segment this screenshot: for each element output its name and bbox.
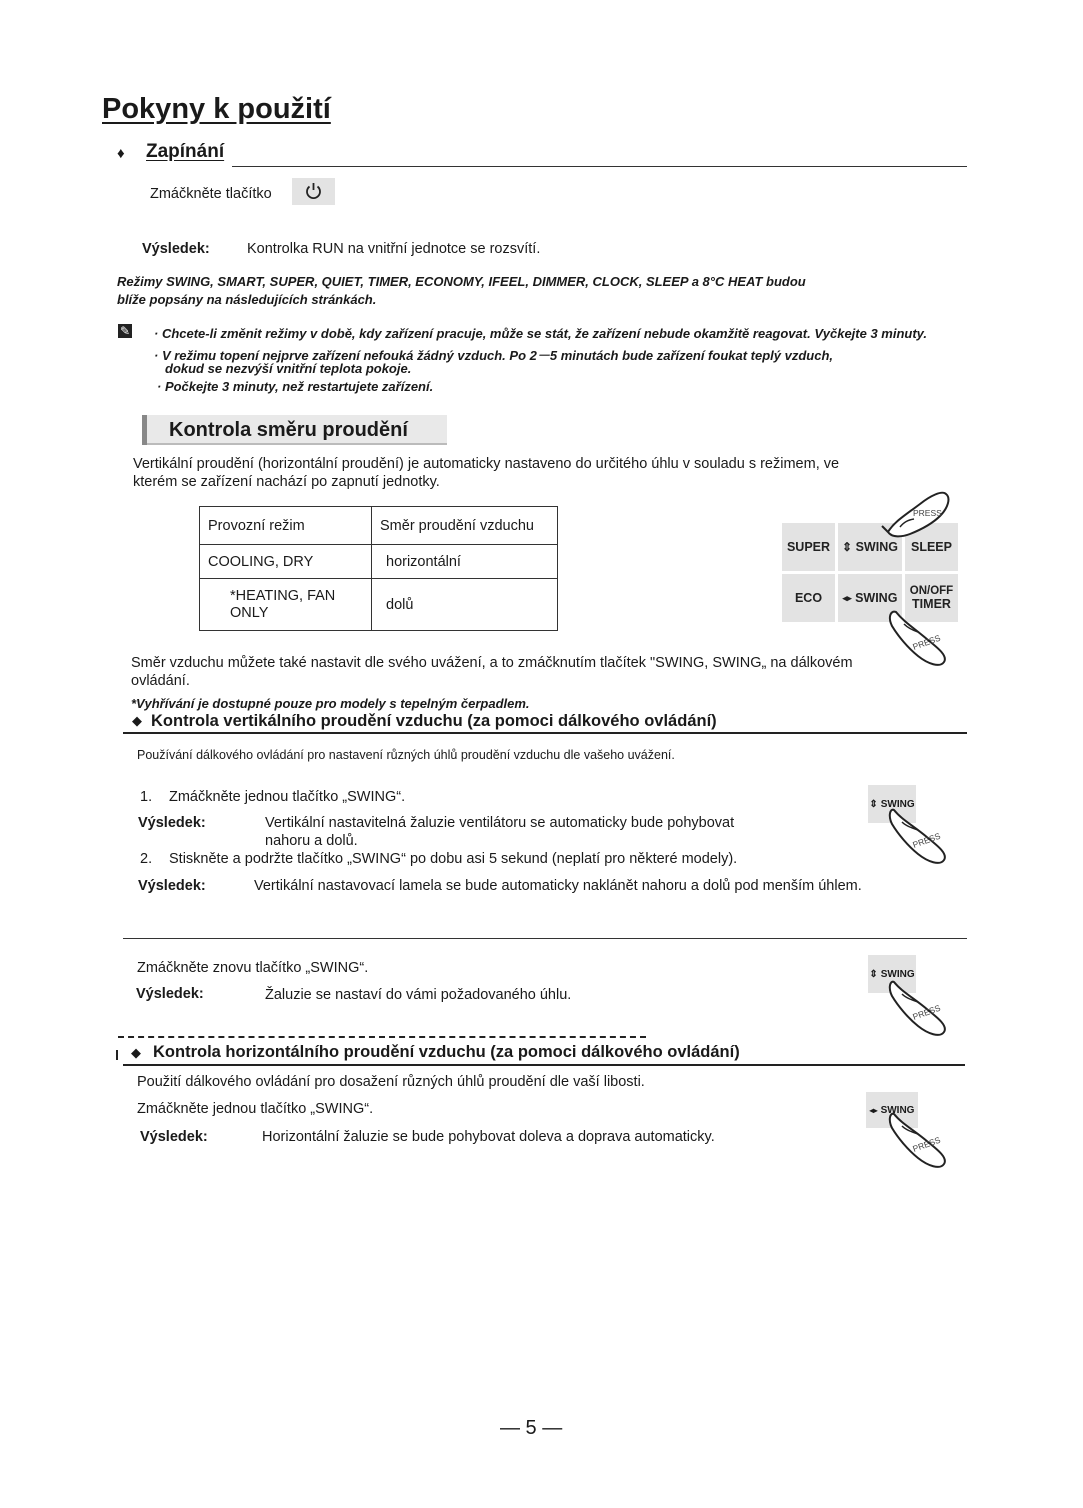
result-text: Kontrolka RUN na vnitřní jednotce se rozsvítí. <box>247 241 541 257</box>
result-label: Výsledek: <box>138 815 206 831</box>
onoff-label: ON/OFF <box>909 585 954 597</box>
divider <box>123 1064 965 1066</box>
press-text: PRESS <box>913 508 942 518</box>
press-text: PRESS <box>911 1002 942 1022</box>
leftright-arrow-icon: ◂▸ <box>869 1105 878 1115</box>
horizontal-step: Zmáčkněte jednou tlačítko „SWING“. <box>137 1101 374 1117</box>
heading-bullet: ♦ <box>117 145 125 162</box>
airflow-outro-1: Směr vzduchu můžete také nastavit dle svého uvážení, a to zmáčknutím tlačítek "SWING, SWING„ na dálkovém <box>131 655 853 671</box>
diamond-bullet: ◆ <box>132 713 142 728</box>
vertical-intro: Používání dálkového ovládání pro nastavení různých úhlů proudění vzduchu dle vašeho uvážení. <box>137 748 675 762</box>
diamond-bullet: ◆ <box>131 1045 141 1060</box>
airflow-outro-2: ovládání. <box>131 673 190 689</box>
swing-label: SWING <box>855 539 898 554</box>
result-1a: Vertikální nastavitelná žaluzie ventilátoru se automaticky bude pohybovat <box>265 815 735 831</box>
mode-table <box>199 506 558 631</box>
table-header-direction: Směr proudění vzduchu <box>372 507 558 545</box>
result-label: Výsledek: <box>136 986 204 1002</box>
table-cell-direction: dolů <box>372 579 558 631</box>
airflow-intro-1: Vertikální proudění (horizontální proudění) je automaticky nastaveno do určitého úhlu v souladu s režimem, ve <box>133 456 840 472</box>
modes-note-line2: blíže popsány na následujících stránkách. <box>117 292 377 307</box>
note-1: · Chcete-li změnit režimy v době, kdy zařízení pracuje, může se stát, že zařízení nebude okamžitě reagovat. Vyčkejte 3 minuty. <box>154 326 928 341</box>
note-2a: · V režimu topení nejprve zařízení nefouká žádný vzduch. Po 2－5 minutách bude zařízení foukat teplý vzduch, <box>154 348 834 363</box>
airflow-intro-2: kterém se zařízení nachází po zapnutí jednotky. <box>133 474 440 490</box>
result-label: Výsledek: <box>138 878 206 894</box>
result-label: Výsledek: <box>142 241 210 257</box>
page-number: — 5 — <box>500 1417 563 1439</box>
eco-button[interactable]: ECO <box>782 574 835 622</box>
sleep-button[interactable]: SLEEP <box>905 523 958 571</box>
modes-note-line1: Režimy SWING, SMART, SUPER, QUIET, TIMER, ECONOMY, IFEEL, DIMMER, CLOCK, SLEEP a 8°C HEAT budou <box>117 274 806 289</box>
press-text: PRESS <box>911 632 942 652</box>
updown-arrow-icon: ⇕ <box>869 798 878 810</box>
press-text: PRESS <box>911 1134 942 1154</box>
note-icon: ✎ <box>119 324 131 338</box>
step-1-number: 1. <box>140 789 153 805</box>
dashed-divider <box>118 1036 646 1038</box>
note-3: · Počkejte 3 minuty, než restartujete zařízení. <box>157 379 434 394</box>
divider <box>232 166 967 167</box>
result-1b: nahoru a dolů. <box>265 833 358 849</box>
horizontal-heading: Kontrola horizontálního proudění vzduchu (za pomoci dálkového ovládání) <box>153 1043 740 1061</box>
table-cell-mode-line2: ONLY <box>230 604 269 621</box>
super-button[interactable]: SUPER <box>782 523 835 571</box>
table-cell-mode-line1: *HEATING, FAN <box>230 587 336 604</box>
press-text: PRESS <box>911 830 942 850</box>
table-header-mode: Provozní režim <box>200 507 372 545</box>
step-2-number: 2. <box>140 851 153 867</box>
timer-label: TIMER <box>912 597 951 611</box>
step-2-text: Stiskněte a podržte tlačítko „SWING“ po dobu asi 5 sekund (neplatí pro některé modely). <box>169 851 738 867</box>
note-2b: dokud se nezvýší vnitřní teplota pokoje. <box>165 361 412 376</box>
power-heading: Zapínání <box>146 141 225 162</box>
table-cell-mode: COOLING, DRY <box>200 545 372 579</box>
swing-label: SWING <box>880 798 915 810</box>
divider <box>123 938 967 939</box>
swing-label: SWING <box>880 968 915 980</box>
divider <box>123 732 967 734</box>
result-3: Žaluzie se nastaví do vámi požadovaného úhlu. <box>265 987 572 1003</box>
power-button[interactable] <box>292 178 335 205</box>
pointing-hand-icon <box>884 804 954 866</box>
leftright-arrow-icon: ◂▸ <box>842 592 852 603</box>
swing-label: SWING <box>855 590 898 605</box>
result-2: Vertikální nastavovací lamela se bude automaticky naklánět nahoru a dolů pod menším úhlem. <box>254 878 862 894</box>
power-icon <box>292 178 335 205</box>
step-1-text: Zmáčkněte jednou tlačítko „SWING“. <box>169 789 406 805</box>
pointing-hand-icon <box>884 1108 954 1170</box>
horizontal-result: Horizontální žaluzie se bude pohybovat doleva a doprava automaticky. <box>262 1129 715 1145</box>
power-instruction: Zmáčkněte tlačítko <box>150 186 272 202</box>
pointing-hand-icon <box>884 976 954 1038</box>
pointing-hand-icon <box>884 606 954 668</box>
page-title: Pokyny k použití <box>102 93 331 125</box>
table-cell-direction: horizontální <box>372 545 558 579</box>
result-label: Výsledek: <box>140 1129 208 1145</box>
updown-arrow-icon: ⇕ <box>842 539 853 554</box>
pointing-hand-icon <box>880 486 955 541</box>
press-again-text: Zmáčkněte znovu tlačítko „SWING“. <box>137 960 369 976</box>
heat-note: *Vyhřívání je dostupné pouze pro modely s tepelným čerpadlem. <box>131 696 530 711</box>
updown-arrow-icon: ⇕ <box>869 968 878 980</box>
table-cell-mode <box>200 579 372 631</box>
horizontal-intro: Použití dálkového ovládání pro dosažení různých úhlů proudění dle vaší libosti. <box>137 1074 645 1090</box>
vertical-heading: Kontrola vertikálního proudění vzduchu (za pomoci dálkového ovládání) <box>151 712 717 730</box>
margin-mark <box>116 1050 118 1060</box>
airflow-heading: Kontrola směru proudění <box>169 419 408 441</box>
swing-label: SWING <box>880 1104 915 1116</box>
